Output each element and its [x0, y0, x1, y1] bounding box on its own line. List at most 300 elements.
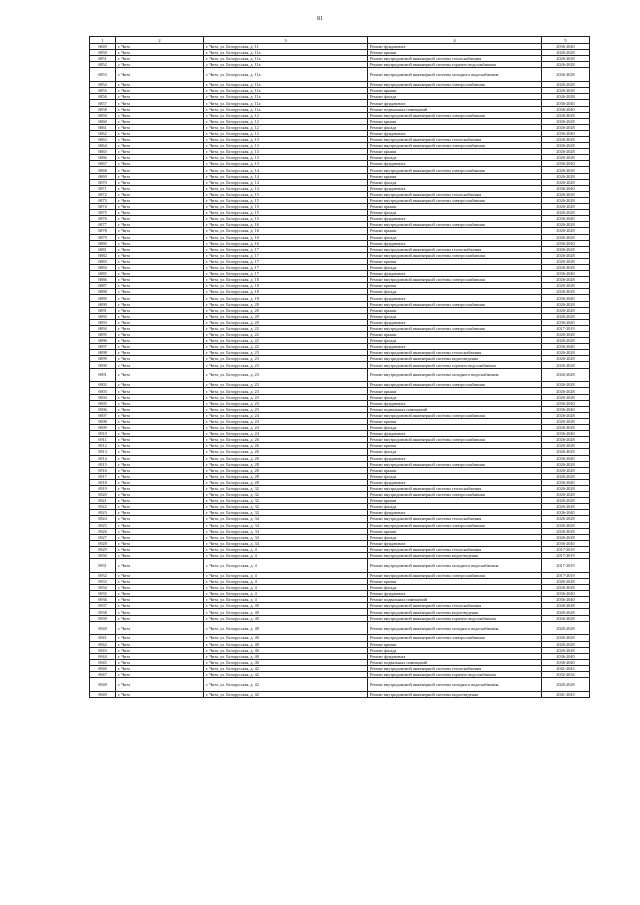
municipality-cell: г. Чита [116, 653, 204, 659]
row-number-cell: 6941 [90, 635, 116, 641]
municipality-cell: г. Чита [116, 161, 204, 167]
work-type-cell: Ремонт внутридомовой инженерной системы теплоснабжения [368, 485, 542, 491]
municipality-cell: г. Чита [116, 647, 204, 653]
address-cell: г. Чита, ул. Белорусская, д. 13 [204, 161, 368, 167]
municipality-cell: г. Чита [116, 388, 204, 394]
period-cell: 2026-2028 [542, 338, 590, 344]
row-number-cell: 6871 [90, 185, 116, 191]
work-type-cell: Ремонт внутридомовой инженерной системы теплоснабжения [368, 350, 542, 356]
municipality-cell: г. Чита [116, 197, 204, 203]
period-cell: 2026-2028 [542, 635, 590, 641]
row-number-cell: 6892 [90, 313, 116, 319]
work-type-cell: Ремонт крыши [368, 443, 542, 449]
municipality-cell: г. Чита [116, 240, 204, 246]
municipality-cell: г. Чита [116, 418, 204, 424]
address-cell: г. Чита, ул. Белорусская, д. 34 [204, 516, 368, 522]
row-number-cell: 6910 [90, 431, 116, 437]
period-cell: 2036-2040 [542, 540, 590, 546]
work-type-cell: Ремонт фундамента [368, 271, 542, 277]
work-type-cell: Ремонт фасада [368, 534, 542, 540]
municipality-cell: г. Чита [116, 62, 204, 68]
row-number-cell: 6882 [90, 252, 116, 258]
municipality-cell: г. Чита [116, 425, 204, 431]
row-number-cell: 6866 [90, 155, 116, 161]
row-number-cell: 6918 [90, 479, 116, 485]
address-cell: г. Чита, ул. Белорусская, д. 42 [204, 691, 368, 697]
municipality-cell: г. Чита [116, 504, 204, 510]
row-number-cell: 6873 [90, 197, 116, 203]
row-number-cell: 6877 [90, 222, 116, 228]
municipality-cell: г. Чита [116, 522, 204, 528]
address-cell: г. Чита, ул. Белорусская, д. 16 [204, 222, 368, 228]
work-type-cell: Ремонт фундамента [368, 216, 542, 222]
address-cell: г. Чита, ул. Белорусская, д. 26 [204, 437, 368, 443]
municipality-cell: г. Чита [116, 431, 204, 437]
row-number-cell: 6862 [90, 130, 116, 136]
work-type-cell: Ремонт подвальных помещений [368, 597, 542, 603]
address-cell: г. Чита, ул. Белорусская, д. 11а [204, 94, 368, 100]
period-cell: 2041-2043 [542, 665, 590, 671]
period-cell: 2026-2028 [542, 412, 590, 418]
address-cell: г. Чита, ул. Белорусская, д. 11а [204, 106, 368, 112]
period-cell: 2026-2028 [542, 88, 590, 94]
address-cell: г. Чита, ул. Белорусская, д. 14 [204, 185, 368, 191]
period-cell: 2026-2028 [542, 252, 590, 258]
municipality-cell: г. Чита [116, 672, 204, 678]
row-number-cell: 6886 [90, 277, 116, 283]
period-cell: 2026-2028 [542, 234, 590, 240]
address-cell: г. Чита, ул. Белорусская, д. 4 [204, 597, 368, 603]
address-cell: г. Чита, ул. Белорусская, д. 15 [204, 210, 368, 216]
work-type-cell: Ремонт внутридомовой инженерной системы горячего водоснабжения [368, 615, 542, 621]
address-cell: г. Чита, ул. Белорусская, д. 23 [204, 406, 368, 412]
period-cell: 2026-2028 [542, 246, 590, 252]
address-cell: г. Чита, ул. Белорусская, д. 11 [204, 44, 368, 50]
period-cell: 2026-2028 [542, 191, 590, 197]
municipality-cell: г. Чита [116, 473, 204, 479]
municipality-cell: г. Чита [116, 344, 204, 350]
address-cell: г. Чита, ул. Белорусская, д. 15 [204, 197, 368, 203]
row-number-cell: 6915 [90, 461, 116, 467]
address-cell: г. Чита, ул. Белорусская, д. 4 [204, 559, 368, 573]
period-cell: 2026-2028 [542, 615, 590, 621]
work-type-cell: Ремонт внутридомовой инженерной системы теплоснабжения [368, 603, 542, 609]
municipality-cell: г. Чита [116, 578, 204, 584]
work-type-cell: Ремонт крыши [368, 498, 542, 504]
period-cell: 2036-2040 [542, 240, 590, 246]
table-body [90, 44, 590, 698]
address-cell: г. Чита, ул. Белорусская, д. 11а [204, 82, 368, 88]
period-cell: 2036-2040 [542, 431, 590, 437]
address-cell: г. Чита, ул. Белорусская, д. 14 [204, 179, 368, 185]
address-cell: г. Чита, ул. Белорусская, д. 42 [204, 665, 368, 671]
period-cell: 2026-2028 [542, 143, 590, 149]
address-cell: г. Чита, ул. Белорусская, д. 11а [204, 62, 368, 68]
municipality-cell: г. Чита [116, 635, 204, 641]
work-type-cell: Ремонт фундамента [368, 319, 542, 325]
period-cell: 2036-2040 [542, 100, 590, 106]
municipality-cell: г. Чита [116, 264, 204, 270]
address-cell: г. Чита, ул. Белорусская, д. 28 [204, 461, 368, 467]
municipality-cell: г. Чита [116, 124, 204, 130]
row-number-cell: 6881 [90, 246, 116, 252]
row-number-cell: 6922 [90, 504, 116, 510]
address-cell: г. Чита, ул. Белорусская, д. 4 [204, 553, 368, 559]
row-number-cell: 6934 [90, 585, 116, 591]
row-number-cell: 6891 [90, 307, 116, 313]
work-type-cell: Ремонт фундамента [368, 591, 542, 597]
work-type-cell: Ремонт подвальных помещений [368, 406, 542, 412]
work-type-cell: Ремонт фундамента [368, 44, 542, 50]
work-type-cell: Ремонт фундамента [368, 295, 542, 301]
municipality-cell: г. Чита [116, 44, 204, 50]
row-number-cell: 6937 [90, 603, 116, 609]
municipality-cell: г. Чита [116, 516, 204, 522]
address-cell: г. Чита, ул. Белорусская, д. 15 [204, 191, 368, 197]
period-cell: 2036-2040 [542, 597, 590, 603]
row-number-cell: 6887 [90, 283, 116, 289]
address-cell: г. Чита, ул. Белорусская, д. 40 [204, 609, 368, 615]
period-cell: 2036-2040 [542, 44, 590, 50]
address-cell: г. Чита, ул. Белорусская, д. 13 [204, 149, 368, 155]
row-number-cell: 6904 [90, 394, 116, 400]
address-cell: г. Чита, ул. Белорусская, д. 17 [204, 246, 368, 252]
address-cell: г. Чита, ул. Белорусская, д. 16 [204, 234, 368, 240]
row-number-cell: 6856 [90, 94, 116, 100]
work-type-cell: Ремонт внутридомовой инженерной системы электроснабжения [368, 167, 542, 173]
work-type-cell: Ремонт внутридомовой инженерной системы электроснабжения [368, 222, 542, 228]
work-type-cell: Ремонт внутридомовой инженерной системы холодного водоснабжения [368, 368, 542, 382]
municipality-cell: г. Чита [116, 319, 204, 325]
work-type-cell: Ремонт фундамента [368, 510, 542, 516]
work-type-cell: Ремонт внутридомовой инженерной системы водоотведения [368, 691, 542, 697]
period-cell: 2026-2028 [542, 504, 590, 510]
address-cell: г. Чита, ул. Белорусская, д. 15 [204, 216, 368, 222]
municipality-cell: г. Чита [116, 118, 204, 124]
work-type-cell: Ремонт фасада [368, 394, 542, 400]
work-type-cell: Ремонт внутридомовой инженерной системы электроснабжения [368, 143, 542, 149]
period-cell: 2041-2043 [542, 691, 590, 697]
period-cell: 2026-2028 [542, 204, 590, 210]
row-number-cell: 6907 [90, 412, 116, 418]
work-type-cell: Ремонт крыши [368, 467, 542, 473]
address-cell: г. Чита, ул. Белорусская, д. 16 [204, 240, 368, 246]
work-type-cell: Ремонт внутридомовой инженерной системы холодного водоснабжения [368, 678, 542, 692]
address-cell: г. Чита, ул. Белорусская, д. 4 [204, 591, 368, 597]
municipality-cell: г. Чита [116, 510, 204, 516]
address-cell: г. Чита, ул. Белорусская, д. 24 [204, 418, 368, 424]
municipality-cell: г. Чита [116, 82, 204, 88]
table-row [90, 368, 590, 382]
address-cell: г. Чита, ул. Белорусская, д. 32 [204, 492, 368, 498]
work-type-cell: Ремонт внутридомовой инженерной системы теплоснабжения [368, 56, 542, 62]
address-cell: г. Чита, ул. Белорусская, д. 20 [204, 313, 368, 319]
municipality-cell: г. Чита [116, 621, 204, 635]
municipality-cell: г. Чита [116, 283, 204, 289]
address-cell: г. Чита, ул. Белорусская, д. 16 [204, 228, 368, 234]
address-cell: г. Чита, ул. Белорусская, д. 12 [204, 130, 368, 136]
row-number-cell: 6867 [90, 161, 116, 167]
work-type-cell: Ремонт крыши [368, 258, 542, 264]
address-cell: г. Чита, ул. Белорусская, д. 22 [204, 332, 368, 338]
period-cell: 2036-2040 [542, 271, 590, 277]
municipality-cell: г. Чита [116, 301, 204, 307]
period-cell: 2026-2028 [542, 522, 590, 528]
address-cell: г. Чита, ул. Белорусская, д. 23 [204, 362, 368, 368]
address-cell: г. Чита, ул. Белорусская, д. 23 [204, 350, 368, 356]
period-cell: 2026-2028 [542, 388, 590, 394]
period-cell: 2026-2028 [542, 197, 590, 203]
period-cell: 2036-2040 [542, 216, 590, 222]
work-type-cell: Ремонт крыши [368, 307, 542, 313]
period-cell: 2026-2028 [542, 516, 590, 522]
work-type-cell: Ремонт внутридомовой инженерной системы электроснабжения [368, 437, 542, 443]
period-cell: 2026-2028 [542, 528, 590, 534]
row-number-cell: 6939 [90, 615, 116, 621]
row-number-cell: 6919 [90, 485, 116, 491]
address-cell: г. Чита, ул. Белорусская, д. 42 [204, 672, 368, 678]
municipality-cell: г. Чита [116, 534, 204, 540]
period-cell: 2026-2028 [542, 350, 590, 356]
period-cell: 2036-2040 [542, 295, 590, 301]
work-type-cell: Ремонт крыши [368, 88, 542, 94]
work-type-cell: Ремонт фасада [368, 647, 542, 653]
municipality-cell: г. Чита [116, 143, 204, 149]
work-type-cell: Ремонт фасада [368, 234, 542, 240]
row-number-cell: 6913 [90, 449, 116, 455]
period-cell: 2017-2019 [542, 546, 590, 552]
address-cell: г. Чита, ул. Белорусская, д. 17 [204, 258, 368, 264]
row-number-cell: 6898 [90, 350, 116, 356]
municipality-cell: г. Чита [116, 307, 204, 313]
row-number-cell: 6917 [90, 473, 116, 479]
row-number-cell: 6890 [90, 301, 116, 307]
address-cell: г. Чита, ул. Белорусская, д. 4 [204, 572, 368, 578]
period-cell: 2036-2040 [542, 130, 590, 136]
row-number-cell: 6932 [90, 572, 116, 578]
period-cell: 2026-2028 [542, 149, 590, 155]
row-number-cell: 6940 [90, 621, 116, 635]
row-number-cell: 6863 [90, 137, 116, 143]
address-cell: г. Чита, ул. Белорусская, д. 11а [204, 88, 368, 94]
row-number-cell: 6876 [90, 216, 116, 222]
address-cell: г. Чита, ул. Белорусская, д. 32 [204, 510, 368, 516]
address-cell: г. Чита, ул. Белорусская, д. 40 [204, 635, 368, 641]
period-cell: 2026-2028 [542, 82, 590, 88]
municipality-cell: г. Чита [116, 210, 204, 216]
row-number-cell: 6884 [90, 264, 116, 270]
row-number-cell: 6897 [90, 344, 116, 350]
work-type-cell: Ремонт внутридомовой инженерной системы электроснабжения [368, 82, 542, 88]
row-number-cell: 6872 [90, 191, 116, 197]
address-cell: г. Чита, ул. Белорусская, д. 26 [204, 449, 368, 455]
period-cell: 2026-2028 [542, 641, 590, 647]
period-cell: 2026-2028 [542, 585, 590, 591]
address-cell: г. Чита, ул. Белорусская, д. 20 [204, 319, 368, 325]
row-number-cell: 6928 [90, 540, 116, 546]
row-number-cell: 6859 [90, 112, 116, 118]
period-cell: 2026-2028 [542, 179, 590, 185]
municipality-cell: г. Чита [116, 400, 204, 406]
capital-repair-table [89, 36, 590, 698]
municipality-cell: г. Чита [116, 659, 204, 665]
work-type-cell: Ремонт внутридомовой инженерной системы электроснабжения [368, 572, 542, 578]
row-number-cell: 6947 [90, 672, 116, 678]
municipality-cell: г. Чита [116, 94, 204, 100]
row-number-cell: 6875 [90, 210, 116, 216]
municipality-cell: г. Чита [116, 204, 204, 210]
work-type-cell: Ремонт внутридомовой инженерной системы электроснабжения [368, 197, 542, 203]
work-type-cell: Ремонт фасада [368, 264, 542, 270]
row-number-cell: 6942 [90, 641, 116, 647]
address-cell: г. Чита, ул. Белорусская, д. 18 [204, 295, 368, 301]
row-number-cell: 6853 [90, 68, 116, 82]
work-type-cell: Ремонт крыши [368, 418, 542, 424]
row-number-cell: 6914 [90, 455, 116, 461]
municipality-cell: г. Чита [116, 246, 204, 252]
municipality-cell: г. Чита [116, 461, 204, 467]
column-header: 2 [116, 37, 204, 44]
period-cell: 2036-2040 [542, 106, 590, 112]
address-cell: г. Чита, ул. Белорусская, д. 34 [204, 540, 368, 546]
address-cell: г. Чита, ул. Белорусская, д. 24 [204, 431, 368, 437]
row-number-cell: 6938 [90, 609, 116, 615]
row-number-cell: 6921 [90, 498, 116, 504]
period-cell: 2036-2040 [542, 406, 590, 412]
row-number-cell: 6930 [90, 553, 116, 559]
row-number-cell: 6908 [90, 418, 116, 424]
work-type-cell: Ремонт внутридомовой инженерной системы водоотведения [368, 553, 542, 559]
work-type-cell: Ремонт внутридомовой инженерной системы водоотведения [368, 356, 542, 362]
column-header: 4 [368, 37, 542, 44]
period-cell: 2026-2028 [542, 68, 590, 82]
municipality-cell: г. Чита [116, 179, 204, 185]
period-cell: 2026-2028 [542, 332, 590, 338]
row-number-cell: 6909 [90, 425, 116, 431]
municipality-cell: г. Чита [116, 112, 204, 118]
row-number-cell: 6911 [90, 437, 116, 443]
work-type-cell: Ремонт внутридомовой инженерной системы холодного водоснабжения [368, 559, 542, 573]
address-cell: г. Чита, ул. Белорусская, д. 4 [204, 546, 368, 552]
municipality-cell: г. Чита [116, 455, 204, 461]
work-type-cell: Ремонт внутридомовой инженерной системы электроснабжения [368, 492, 542, 498]
period-cell: 2026-2028 [542, 485, 590, 491]
address-cell: г. Чита, ул. Белорусская, д. 32 [204, 504, 368, 510]
address-cell: г. Чита, ул. Белорусская, д. 11а [204, 100, 368, 106]
row-number-cell: 6874 [90, 204, 116, 210]
period-cell: 2026-2028 [542, 647, 590, 653]
address-cell: г. Чита, ул. Белорусская, д. 24 [204, 425, 368, 431]
address-cell: г. Чита, ул. Белорусская, д. 22 [204, 338, 368, 344]
period-cell: 2036-2040 [542, 653, 590, 659]
work-type-cell: Ремонт фасада [368, 473, 542, 479]
address-cell: г. Чита, ул. Белорусская, д. 40 [204, 659, 368, 665]
municipality-cell: г. Чита [116, 572, 204, 578]
work-type-cell: Ремонт фундамента [368, 344, 542, 350]
municipality-cell: г. Чита [116, 88, 204, 94]
address-cell: г. Чита, ул. Белорусская, д. 12 [204, 124, 368, 130]
municipality-cell: г. Чита [116, 338, 204, 344]
period-cell: 2036-2040 [542, 479, 590, 485]
row-number-cell: 6864 [90, 143, 116, 149]
row-number-cell: 6933 [90, 578, 116, 584]
work-type-cell: Ремонт фасада [368, 504, 542, 510]
address-cell: г. Чита, ул. Белорусская, д. 17 [204, 271, 368, 277]
period-cell: 2026-2028 [542, 50, 590, 56]
address-cell: г. Чита, ул. Белорусская, д. 24 [204, 412, 368, 418]
period-cell: 2026-2028 [542, 264, 590, 270]
period-cell: 2032-2034 [542, 672, 590, 678]
row-number-cell: 6931 [90, 559, 116, 573]
work-type-cell: Ремонт крыши [368, 149, 542, 155]
row-number-cell: 6943 [90, 647, 116, 653]
municipality-cell: г. Чита [116, 678, 204, 692]
work-type-cell: Ремонт внутридомовой инженерной системы электроснабжения [368, 325, 542, 331]
work-type-cell: Ремонт внутридомовой инженерной системы электроснабжения [368, 635, 542, 641]
row-number-cell: 6851 [90, 56, 116, 62]
period-cell: 2026-2028 [542, 112, 590, 118]
work-type-cell: Ремонт фундамента [368, 130, 542, 136]
address-cell: г. Чита, ул. Белорусская, д. 23 [204, 368, 368, 382]
municipality-cell: г. Чита [116, 443, 204, 449]
period-cell: 2026-2028 [542, 418, 590, 424]
period-cell: 2026-2028 [542, 467, 590, 473]
row-number-cell: 6888 [90, 289, 116, 295]
work-type-cell: Ремонт внутридомовой инженерной системы электроснабжения [368, 112, 542, 118]
work-type-cell: Ремонт фасада [368, 210, 542, 216]
municipality-cell: г. Чита [116, 528, 204, 534]
row-number-cell: 6854 [90, 82, 116, 88]
row-number-cell: 6924 [90, 516, 116, 522]
period-cell: 2026-2028 [542, 222, 590, 228]
period-cell: 2026-2028 [542, 94, 590, 100]
period-cell: 2026-2028 [542, 356, 590, 362]
municipality-cell: г. Чита [116, 553, 204, 559]
work-type-cell: Ремонт крыши [368, 578, 542, 584]
table-row [90, 68, 590, 82]
municipality-cell: г. Чита [116, 467, 204, 473]
row-number-cell: 6906 [90, 406, 116, 412]
row-number-cell: 6946 [90, 665, 116, 671]
row-number-cell: 6929 [90, 546, 116, 552]
address-cell: г. Чита, ул. Белорусская, д. 4 [204, 585, 368, 591]
row-number-cell: 6920 [90, 492, 116, 498]
address-cell: г. Чита, ул. Белорусская, д. 14 [204, 167, 368, 173]
municipality-cell: г. Чита [116, 234, 204, 240]
period-cell: 2036-2040 [542, 185, 590, 191]
municipality-cell: г. Чита [116, 155, 204, 161]
table-header-row [90, 37, 590, 44]
table-row [90, 678, 590, 692]
row-number-cell: 6902 [90, 382, 116, 388]
municipality-cell: г. Чита [116, 258, 204, 264]
address-cell: г. Чита, ул. Белорусская, д. 23 [204, 356, 368, 362]
municipality-cell: г. Чита [116, 56, 204, 62]
address-cell: г. Чита, ул. Белорусская, д. 28 [204, 473, 368, 479]
address-cell: г. Чита, ул. Белорусская, д. 40 [204, 615, 368, 621]
municipality-cell: г. Чита [116, 382, 204, 388]
row-number-cell: 6949 [90, 691, 116, 697]
row-number-cell: 6878 [90, 228, 116, 234]
work-type-cell: Ремонт внутридомовой инженерной системы теплоснабжения [368, 546, 542, 552]
address-cell: г. Чита, ул. Белорусская, д. 40 [204, 647, 368, 653]
work-type-cell: Ремонт фасада [368, 449, 542, 455]
work-type-cell: Ремонт фундамента [368, 431, 542, 437]
period-cell: 2026-2028 [542, 425, 590, 431]
period-cell: 2026-2028 [542, 368, 590, 382]
work-type-cell: Ремонт внутридомовой инженерной системы электроснабжения [368, 301, 542, 307]
row-number-cell: 6916 [90, 467, 116, 473]
